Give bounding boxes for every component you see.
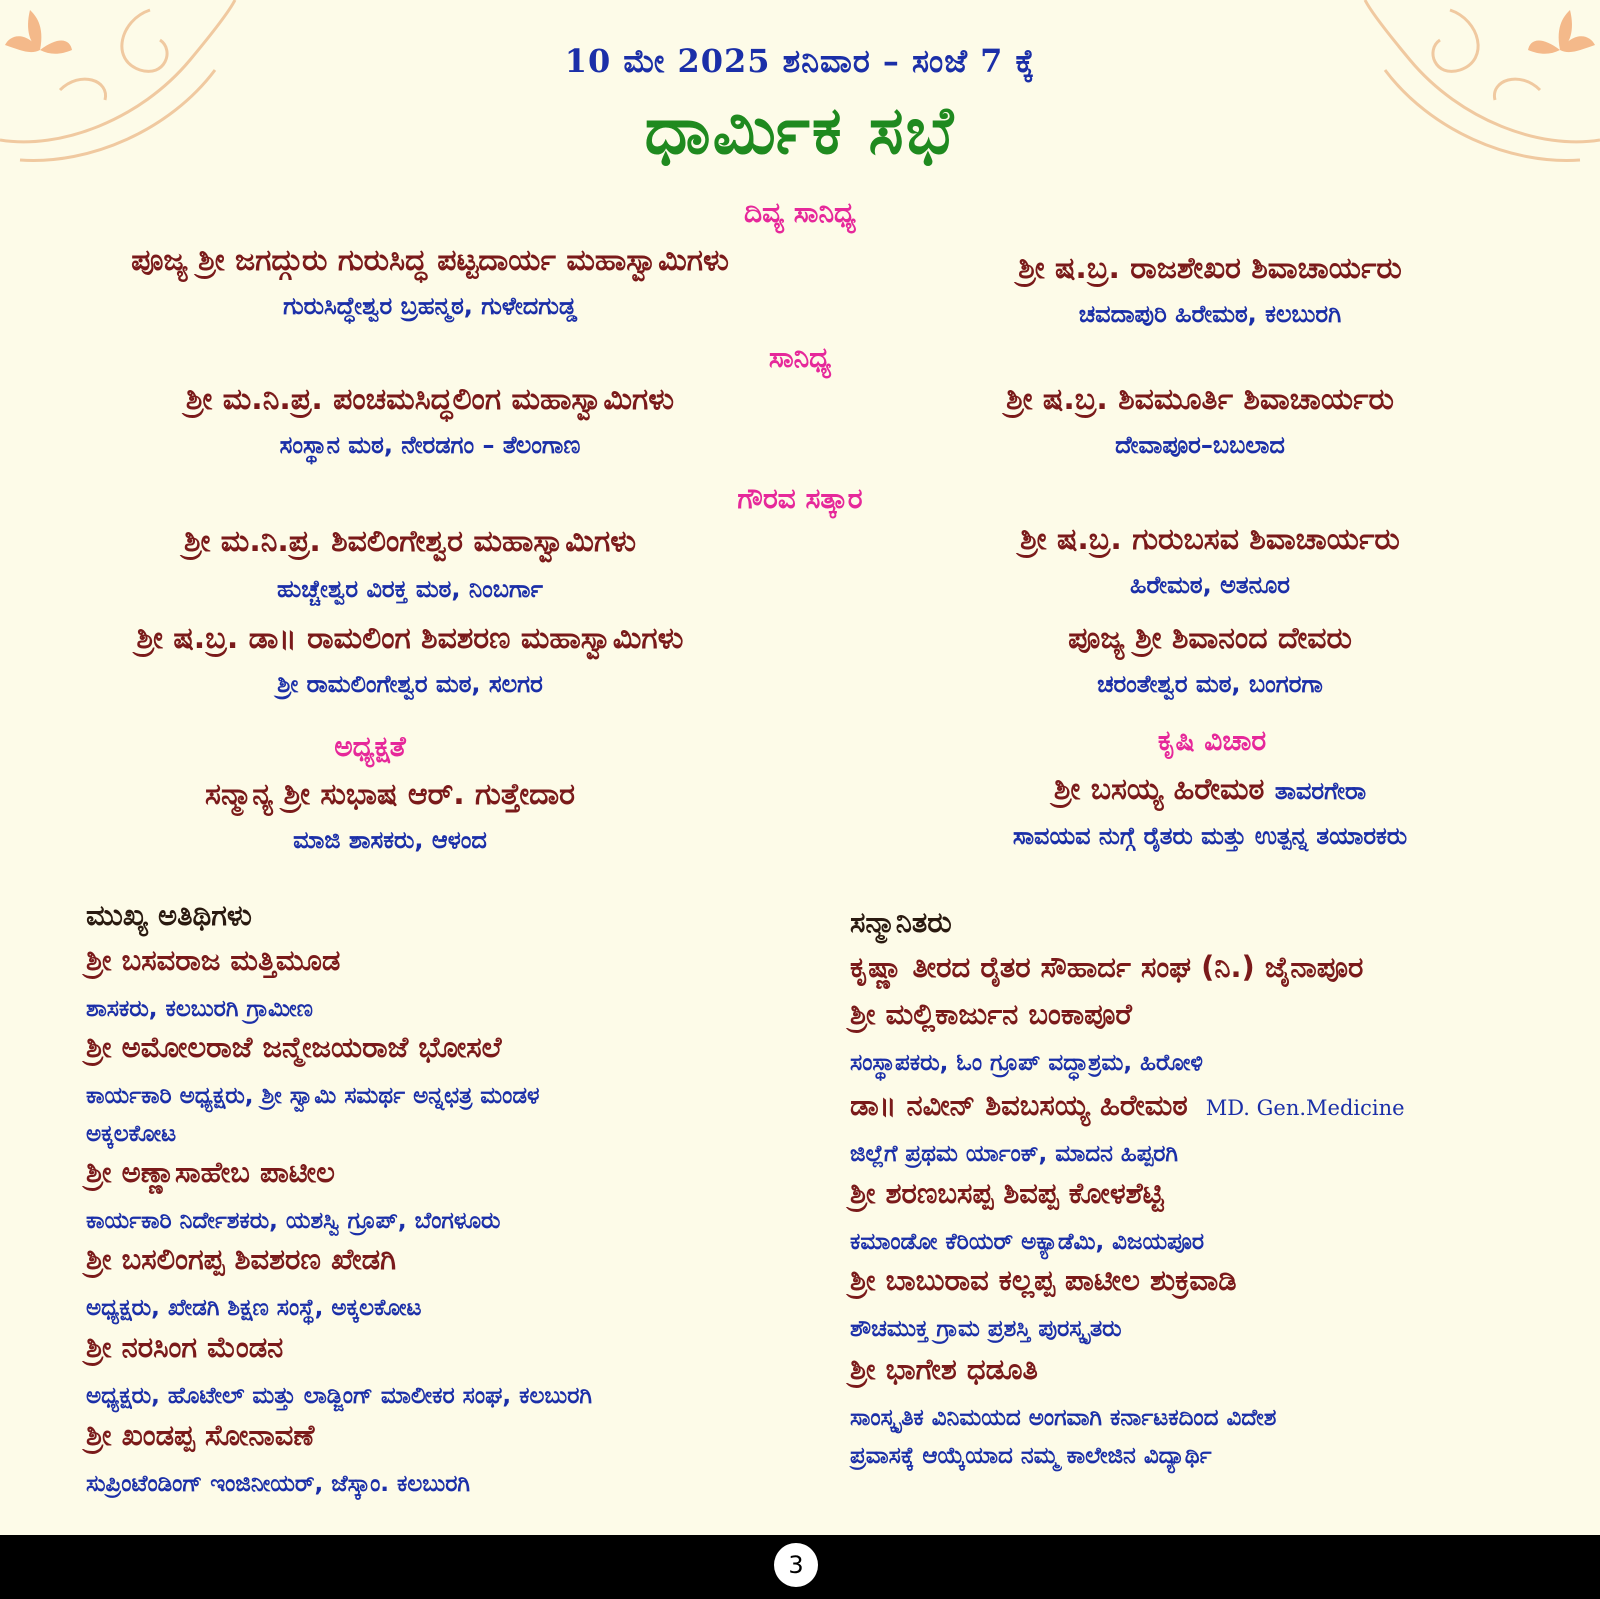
honoree-desc: ಶೌಚಮುಕ್ತ ಗ್ರಾಮ ಪ್ರಶಸ್ತಿ ಪುರಸ್ಕೃತರು [850,1316,1122,1342]
dignitary-name: ಪೂಜ್ಯ ಶ್ರೀ ಶಿವಾನಂದ ದೇವರು [1068,621,1352,656]
guest-name: ಶ್ರೀ ಖಂಡಪ್ಪ ಸೋನಾವಣೆ [86,1418,315,1452]
event-date-line: 10 ಮೇ 2025 ಶನಿವಾರ – ಸಂಜೆ 7 ಕ್ಕೆ [564,42,1036,80]
dignitary-place: ಚವದಾಪುರಿ ಹಿರೇಮಠ, ಕಲಬುರಗಿ [1078,300,1342,328]
guest-desc: ಶಾಸಕರು, ಕಲಬುರಗಿ ಗ್ರಾಮೀಣ [86,996,313,1022]
guest-desc: ಅಕ್ಕಲಕೋಟ [86,1121,177,1147]
dignitary-place: ಹಿರೇಮಠ, ಅತನೂರ [1130,571,1290,599]
page-title: ಧಾರ್ಮಿಕ ಸಭೆ [644,92,956,169]
dignitary-place: ಮಾಜಿ ಶಾಸಕರು, ಆಳಂದ [293,826,487,854]
dignitary-place: ಶ್ರೀ ರಾಮಲಿಂಗೇಶ್ವರ ಮಠ, ಸಲಗರ [277,670,543,698]
honoree-name: ಶ್ರೀ ಮಲ್ಲಿಕಾರ್ಜುನ ಬಂಕಾಪೂರೆ [850,997,1132,1031]
guest-name: ಶ್ರೀ ಅಣ್ಣಾಸಾಹೇಬ ಪಾಟೀಲ [86,1155,335,1189]
honoree-desc: ಸಾಂಸ್ಕೃತಿಕ ವಿನಿಮಯದ ಅಂಗವಾಗಿ ಕರ್ನಾಟಕದಿಂದ ವಿದೇಶ [850,1405,1277,1431]
dignitary-name: ಶ್ರೀ ಮ.ನಿ.ಪ್ರ. ಶಿವಲಿಂಗೇಶ್ವರ ಮಹಾಸ್ವಾಮಿಗಳು [183,524,637,559]
guest-desc: ಅಧ್ಯಕ್ಷರು, ಖೇಡಗಿ ಶಿಕ್ಷಣ ಸಂಸ್ಥೆ, ಅಕ್ಕಲಕೋಟ [86,1295,422,1321]
honoree-desc: ಜಿಲ್ಲೆಗೆ ಪ್ರಥಮ ರ್ಯಾಂಕ್, ಮಾದನ ಹಿಪ್ಪರಗಿ [850,1141,1178,1167]
dignitary-place: ಚರಂತೇಶ್ವರ ಮಠ, ಬಂಗರಗಾ [1097,670,1323,698]
dignitary-name: ಶ್ರೀ ಷ.ಬ್ರ. ಶಿವಮೂರ್ತಿ ಶಿವಾಚಾರ್ಯರು [1006,382,1394,417]
guest-name: ಶ್ರೀ ಬಸಲಿಂಗಪ್ಪ ಶಿವಶರಣ ಖೇಡಗಿ [86,1242,396,1276]
dignitary-place: ಹುಚ್ಚೇಶ್ವರ ವಿರಕ್ತ ಮಠ, ನಿಂಬರ್ಗಾ [277,575,543,603]
honoree-name [850,1088,1405,1123]
dignitary-place: ದೇವಾಪೂರ–ಬಬಲಾದ [1115,431,1285,459]
section-krishi-vichara: ಕೃಷಿ ವಿಚಾರ [1157,724,1267,757]
section-adhyakshate: ಅಧ್ಯಕ್ಷತೆ [334,730,406,763]
guest-name: ಶ್ರೀ ಬಸವರಾಜ ಮತ್ತಿಮೂಡ [86,943,341,977]
guest-desc: ಕಾರ್ಯಕಾರಿ ನಿರ್ದೇಶಕರು, ಯಶಸ್ವಿ ಗ್ರೂಪ್, ಬೆಂಗಳೂರು [86,1208,501,1234]
dignitary-name: ಪೂಜ್ಯ ಶ್ರೀ ಜಗದ್ಗುರು ಗುರುಸಿದ್ಧ ಪಟ್ಟದಾರ್ಯ ಮಹಾಸ್ವಾಮಿಗಳು [131,243,729,278]
section-gaurava-satkara: ಗೌರವ ಸತ್ಕಾರ [737,482,863,515]
dignitary-name: ಶ್ರೀ ಮ.ನಿ.ಪ್ರ. ಪಂಚಮಸಿದ್ಧಲಿಂಗ ಮಹಾಸ್ವಾಮಿಗಳು [185,382,675,417]
guest-desc: ಕಾರ್ಯಕಾರಿ ಅಧ್ಯಕ್ಷರು, ಶ್ರೀ ಸ್ವಾಮಿ ಸಮರ್ಥ ಅನ್ನಛತ್ರ ಮಂಡಳ [86,1083,540,1109]
guest-desc: ಅಧ್ಯಕ್ಷರು, ಹೊಟೇಲ್ ಮತ್ತು ಲಾಡ್ಜಿಂಗ್ ಮಾಲೀಕರ ಸಂಘ, ಕಲಬುರಗಿ [86,1383,592,1409]
honoree-desc: ಪ್ರವಾಸಕ್ಕೆ ಆಯ್ಕೆಯಾದ ನಮ್ಮ ಕಾಲೇಜಿನ ವಿದ್ಯಾರ್ಥಿ [850,1443,1212,1469]
honoree-name: ಶ್ರೀ ಶರಣಬಸಪ್ಪ ಶಿವಪ್ಪ ಕೋಳಶೆಟ್ಟಿ [850,1176,1164,1210]
dignitary-place: ಸಾವಯವ ನುಗ್ಗೆ ರೈತರು ಮತ್ತು ಉತ್ಪನ್ನ ತಯಾರಕರು [1012,822,1408,850]
guest-name: ಶ್ರೀ ಅಮೋಲರಾಜೆ ಜನ್ಮೇಜಯರಾಜೆ ಭೋಸಲೆ [86,1030,502,1064]
honoree-name: ಶ್ರೀ ಬಾಬುರಾವ ಕಲ್ಲಪ್ಪ ಪಾಟೀಲ ಶುಕ್ರವಾಡಿ [850,1263,1237,1297]
honoree-name: ಶ್ರೀ ಭಾಗೇಶ ಧಡೂತಿ [850,1352,1038,1386]
guest-desc: ಸುಪ್ರಿಂಟೆಂಡಿಂಗ್ ಇಂಜಿನೀಯರ್, ಜೆಸ್ಕಾಂ. ಕಲಬುರಗಿ [86,1471,470,1497]
dignitary-name-main: ಶ್ರೀ ಬಸಯ್ಯ ಹಿರೇಮಠ [1053,772,1265,807]
dignitary-name: ಸನ್ಮಾನ್ಯ ಶ್ರೀ ಸುಭಾಷ ಆರ್. ಗುತ್ತೇದಾರ [205,777,575,812]
page-number: 3 [774,1543,818,1587]
section-divya-sannidhya: ದಿವ್ಯ ಸಾನಿಧ್ಯ [744,196,856,229]
section-sannidhya: ಸಾನಿಧ್ಯ [768,341,832,374]
honoree-desc: ಸಂಸ್ಥಾಪಕರು, ಓಂ ಗ್ರೂಪ್ ವದ್ಧಾಶ್ರಮ, ಹಿರೋಳಿ [850,1050,1203,1076]
chief-guests-heading: ಮುಖ್ಯ ಅತಿಥಿಗಳು [86,898,252,932]
honoree-degree: MD. Gen.Medicine [1205,1096,1405,1120]
honorees-heading: ಸನ್ಮಾನಿತರು [850,905,952,939]
dignitary-place: ಗುರುಸಿದ್ಧೇಶ್ವರ ಬ್ರಹನ್ಮಠ, ಗುಳೇದಗುಡ್ಡ [283,292,577,320]
dignitary-name [880,772,1540,807]
dignitary-name-suffix: ತಾವರಗೇರಾ [1274,777,1367,805]
dignitary-place: ಸಂಸ್ಥಾನ ಮಠ, ನೇರಡಗಂ – ತೆಲಂಗಾಣ [279,431,581,459]
dignitary-name: ಶ್ರೀ ಷ.ಬ್ರ. ಗುರುಬಸವ ಶಿವಾಚಾರ್ಯರು [1020,522,1400,557]
dignitary-name: ಶ್ರೀ ಷ.ಬ್ರ. ಡಾ॥ ರಾಮಲಿಂಗ ಶಿವಶರಣ ಮಹಾಸ್ವಾಮಿಗಳು [136,621,684,656]
honoree-desc: ಕಮಾಂಡೋ ಕೆರಿಯರ್ ಅಕ್ಯಾಡೆಮಿ, ವಿಜಯಪೂರ [850,1229,1205,1255]
dignitary-name: ಶ್ರೀ ಷ.ಬ್ರ. ರಾಜಶೇಖರ ಶಿವಾಚಾರ್ಯರು [1018,251,1402,286]
guest-name: ಶ್ರೀ ನರಸಿಂಗ ಮೆಂಡನ [86,1330,284,1364]
honoree-name-main: ಡಾ॥ ನವೀನ್ ಶಿವಬಸಯ್ಯ ಹಿರೇಮಠ [850,1088,1188,1122]
honoree-name: ಕೃಷ್ಣಾ ತೀರದ ರೈತರ ಸೌಹಾರ್ದ ಸಂಘ (ನಿ.) ಜೈನಾಪೂರ [850,950,1364,984]
